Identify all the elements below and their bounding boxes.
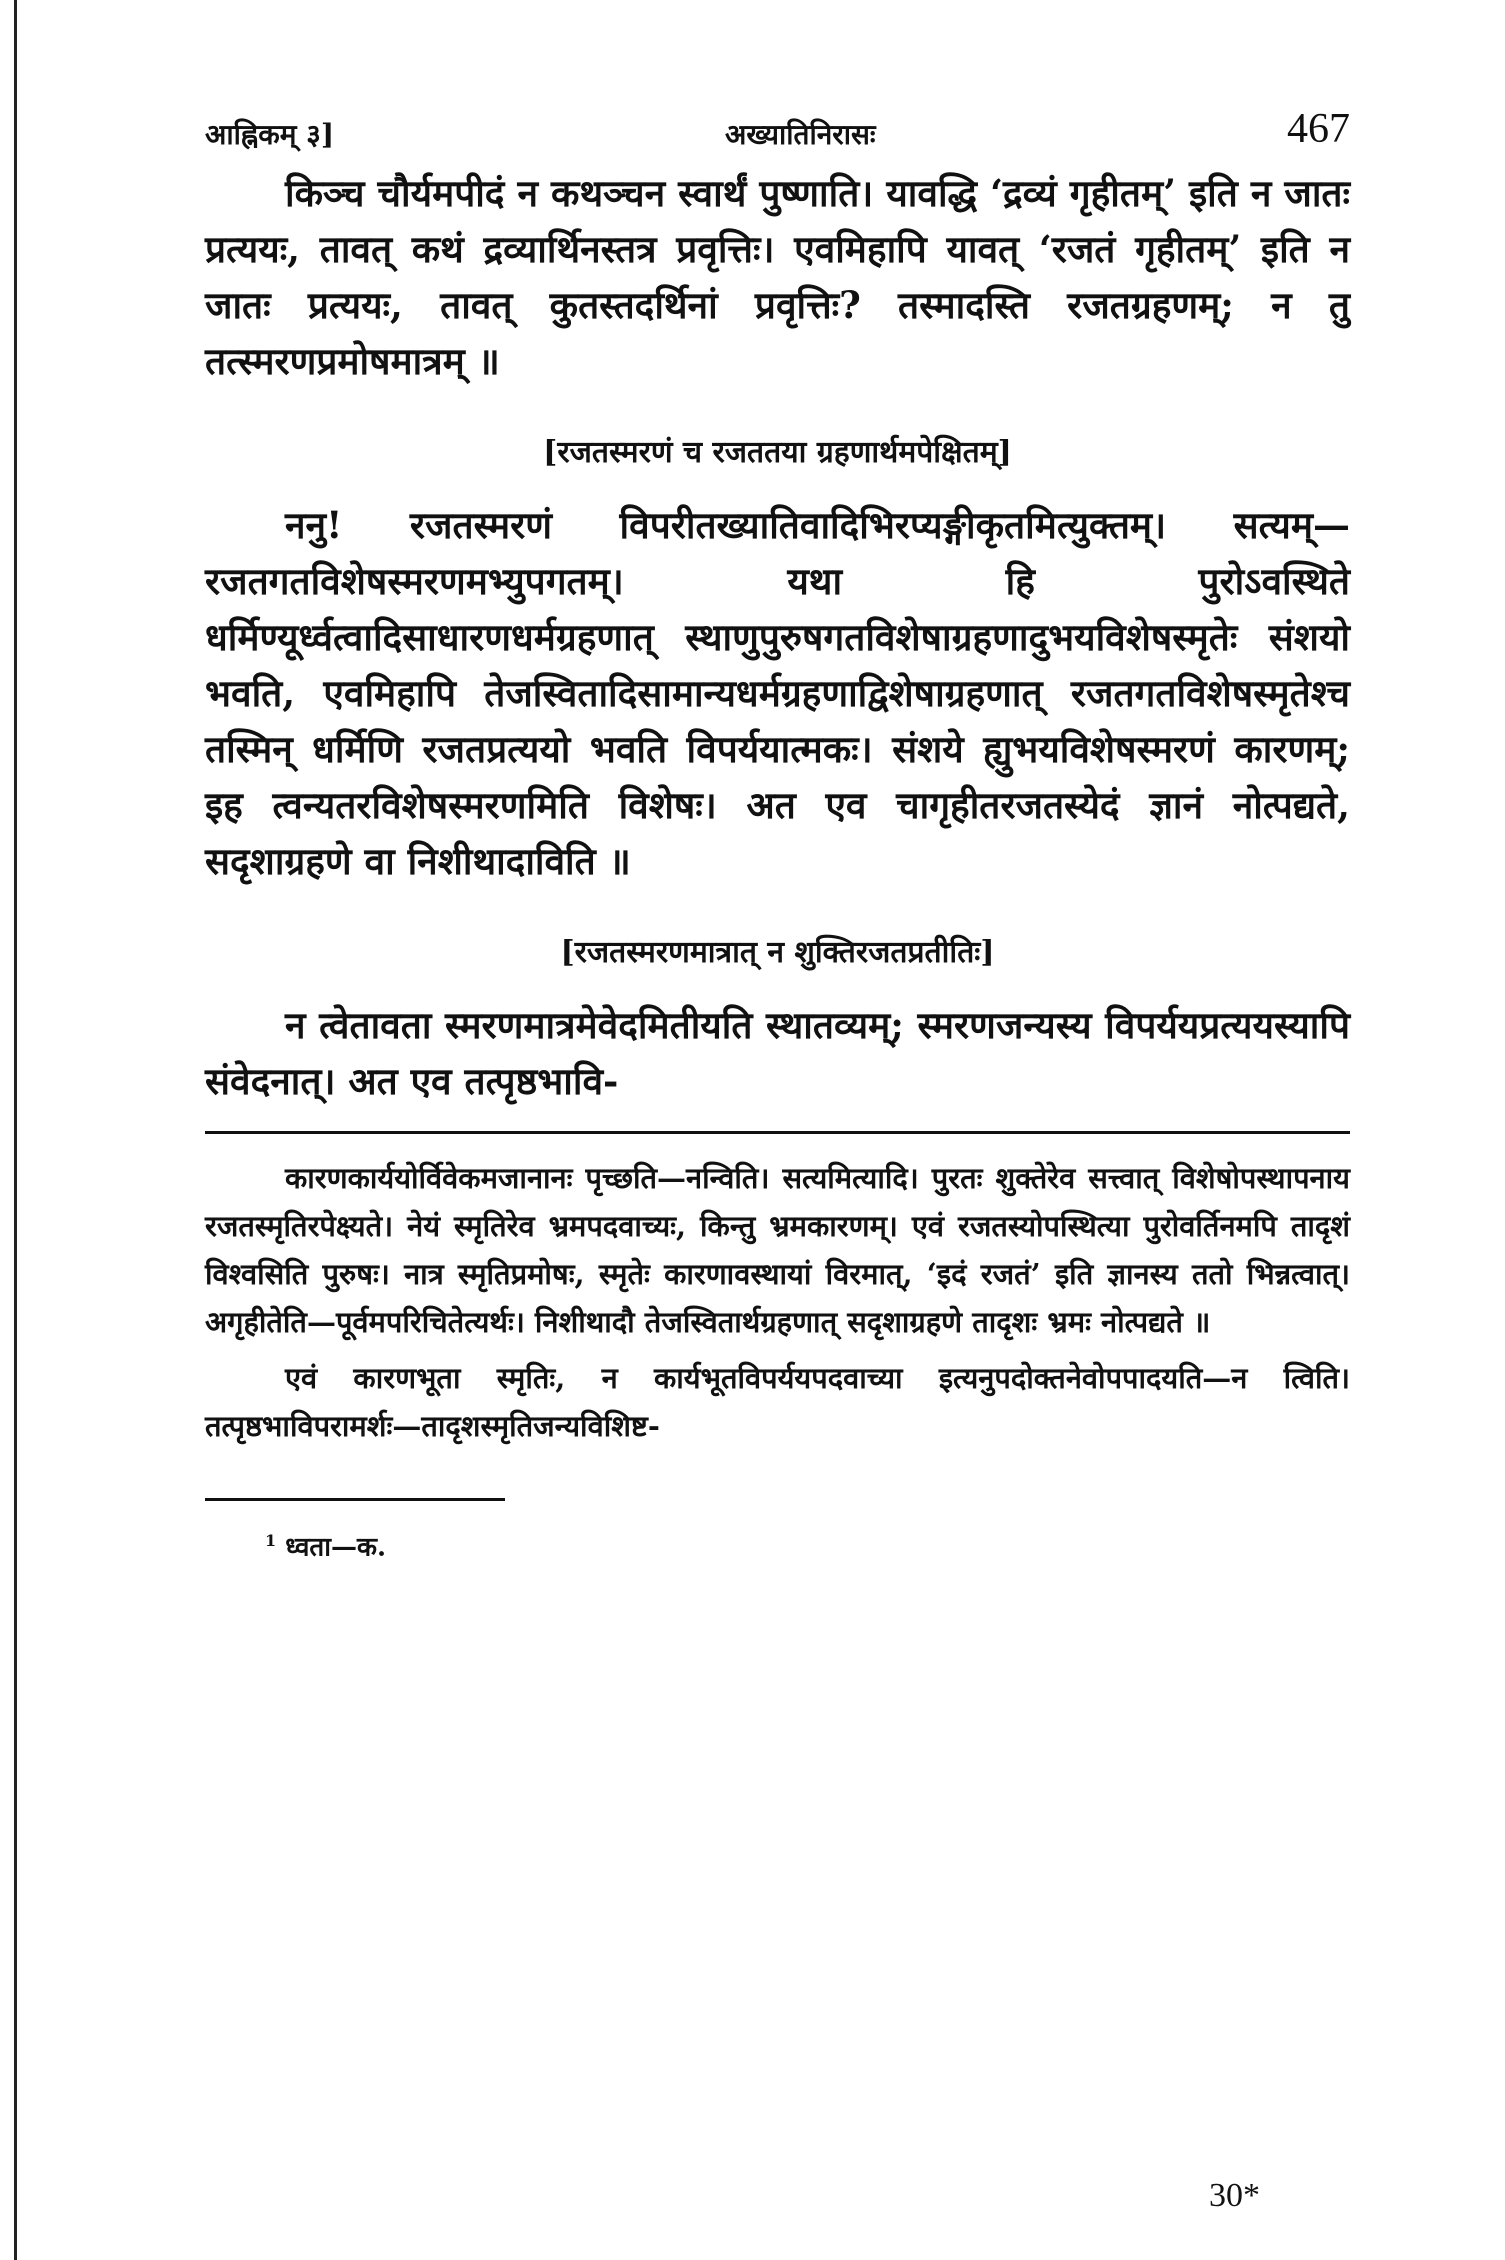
commentary-divider xyxy=(205,1131,1350,1134)
footnote-divider xyxy=(205,1498,505,1501)
section-title: अख्यातिनिरासः xyxy=(725,118,876,151)
section-heading-2: [रजतस्मरणमात्रात् न शुक्तिरजतप्रतीतिः] xyxy=(560,935,995,970)
main-paragraph-1: किञ्च चौर्यमपीदं न कथञ्चन स्वार्थं पुष्णाति। यावद्धि ‘द्रव्यं गृहीतम्’ इति न जातः प्रत्ययः, तावत् कथं द्रव्यार्थिनस्तत्र प्रवृत्तिः। एवमिहापि यावत् ‘रजतं गृहीतम्’ इति न जातः प्रत्ययः, तावत् कुतस्तदर्थिनां प्रवृत्तिः? तस्मादस्ति रजतग्रहणम्; न तु तत्स्मरणप्रमोषमात्रम् ॥ xyxy=(205,171,1350,383)
footnote-marker: 1 xyxy=(265,1531,277,1550)
page-number: 467 xyxy=(1287,106,1350,152)
scan-edge-line xyxy=(14,0,17,2260)
section-heading-1: [रजतस्मरणं च रजततया ग्रहणार्थमपेक्षितम्] xyxy=(543,435,1012,470)
book-page xyxy=(205,105,1350,2215)
chapter-label: आह्निकम् ३] xyxy=(205,118,335,151)
main-paragraph-2: ननु! रजतस्मरणं विपरीतख्यातिवादिभिरप्यङ्गीकृतमित्युक्तम्। सत्यम्—रजतगतविशेषस्मरणमभ्युपगतम्। यथा हि पुरोऽवस्थिते धर्मिण्यूर्ध्वत्वादिसाधारणधर्मग्रहणात् स्थाणुपुरुषगतविशेषाग्रहणादुभयविशेषस्मृतेः संशयो भवति, एवमिहापि तेजस्वितादिसामान्यधर्मग्रहणाद्विशेषाग्रहणात् रजतगतविशेषस्मृतेश्च तस्मिन् धर्मिणि रजतप्रत्ययो भवति विपर्ययात्मकः। संशये ह्युभयविशेषस्मरणं कारणम्; इह त्वन्यतरविशेषस्मरणमिति विशेषः। अत एव चागृहीतरजतस्येदं ज्ञानं नोत्पद्यते, सदृशाग्रहणे वा निशीथादाविति ॥ xyxy=(205,503,1350,883)
main-paragraph-3: न त्वेतावता स्मरणमात्रमेवेदमितीयति स्थातव्यम्; स्मरणजन्यस्य विपर्ययप्रत्ययस्यापि संवेदनात्। अत एव तत्पृष्ठभावि- xyxy=(205,1003,1350,1103)
running-header xyxy=(205,105,1350,165)
footnote-text: ध्वता—क. xyxy=(285,1532,387,1563)
commentary-paragraph-2: एवं कारणभूता स्मृतिः, न कार्यभूतविपर्ययपदवाच्या इत्यनुपदोक्तनेवोपपादयति—न त्विति। तत्पृष्ठभाविपरामर्शः—तादृशस्मृतिजन्यविशिष्ट- xyxy=(205,1361,1350,1443)
commentary-paragraph-1: कारणकार्ययोर्विवेकमजानानः पृच्छति—नन्विति। सत्यमित्यादि। पुरतः शुक्तेरेव सत्त्वात् विशेषोपस्थापनाय रजतस्मृतिरपेक्ष्यते। नेयं स्मृतिरेव भ्रमपदवाच्यः, किन्तु भ्रमकारणम्। एवं रजतस्योपस्थित्या पुरोवर्तिनमपि तादृशं विश्वसिति पुरुषः। नात्र स्मृतिप्रमोषः, स्मृतेः कारणावस्थायां विरमात्, ‘इदं रजतं’ इति ज्ञानस्य ततो भिन्नत्वात्। अगृहीतेति—पूर्वमपरिचितेत्यर्थः। निशीथादौ तेजस्वितार्थग्रहणात् सदृशाग्रहणे तादृशः भ्रमः नोत्पद्यते ॥ xyxy=(205,1161,1350,1339)
signature-mark: 30* xyxy=(1209,2177,1260,2214)
footnote xyxy=(205,1521,1350,1568)
